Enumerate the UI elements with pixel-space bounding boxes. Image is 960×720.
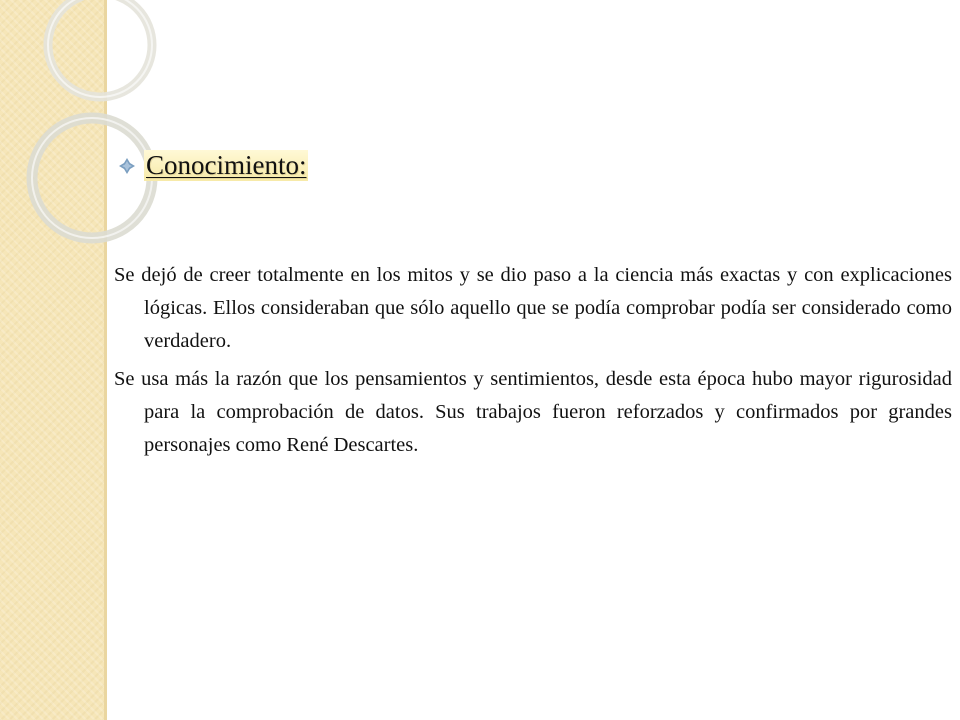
heading-row xyxy=(118,150,308,181)
paragraph-1: Se dejó de creer totalmente en los mitos y se dio paso a la ciencia más exactas y con explicaciones lógicas. Ellos consideraban que sólo aquello que se podía comprobar podía ser considerado como verdadero. xyxy=(114,263,952,352)
slide-content xyxy=(114,0,952,720)
paragraph-2: Se usa más la razón que los pensamientos y sentimientos, desde esta época hubo mayor rigurosidad para la comprobación de datos. Sus trabajos fueron reforzados y confirmados por grandes personajes como René Descartes. xyxy=(114,367,952,456)
slide-heading: Conocimiento: xyxy=(146,150,307,180)
diamond-bullet-icon xyxy=(118,157,136,175)
